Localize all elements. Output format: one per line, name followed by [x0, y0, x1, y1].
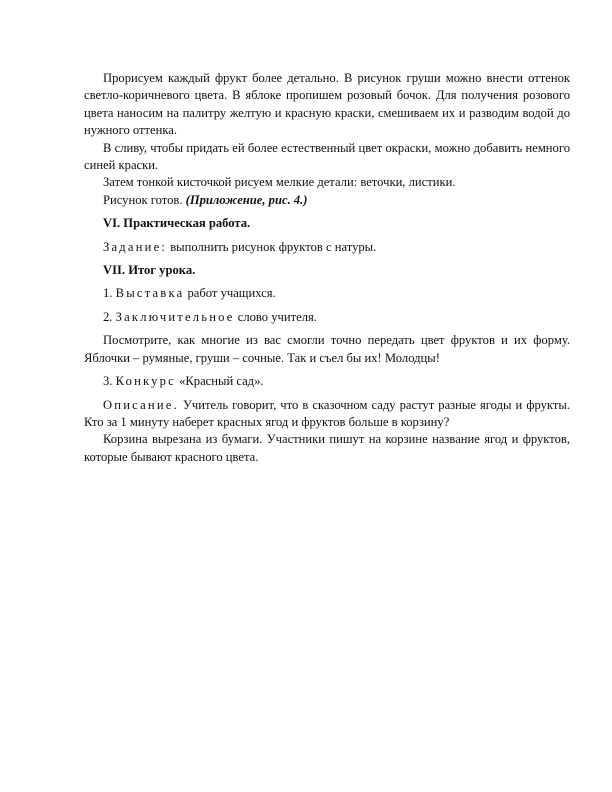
paragraph-details-brush: Затем тонкой кисточкой рисуем мелкие детали: веточки, листики.	[103, 175, 456, 190]
paragraph-praise: Посмотрите, как многие из вас смогли точно передать цвет фруктов и их форму. Яблочки – румяные, груши – сочные. Так и съел бы их! Молодцы!	[84, 333, 570, 365]
paragraph-task	[84, 239, 570, 256]
paragraph-basket: Корзина вырезана из бумаги. Участники пишут на корзине название ягод и фруктов, которые бывают красного цвета.	[84, 432, 570, 464]
exhibition-label: Выставка	[115, 286, 185, 301]
section-heading-summary: VII. Итог урока.	[103, 263, 196, 278]
list-item-exhibition: 1. Выставка работ учащихся.	[103, 286, 276, 301]
list-item-contest: 3. Конкурс «Красный сад».	[103, 374, 264, 389]
drawing-ready-text: Рисунок готов.	[103, 192, 186, 207]
section-heading-practical: VI. Практическая работа.	[103, 216, 251, 231]
paragraph-description: Описание. Учитель говорит, что в сказочном саду растут разные ягоды и фрукты. Кто за 1 минуту наберет красных ягод и фруктов больше в корзину?	[84, 397, 570, 429]
final-word-label: Заключительное	[115, 309, 235, 324]
contest-label: Конкурс	[115, 374, 176, 389]
task-label: Задание:	[103, 239, 168, 254]
paragraph-drawing-ready	[84, 192, 570, 209]
lesson-text	[84, 70, 570, 466]
task-text: выполнить рисунок фруктов с натуры.	[167, 239, 377, 254]
paragraph-plum: В сливу, чтобы придать ей более естественный цвет окраски, можно добавить немного синей краски.	[84, 140, 570, 173]
list-item-final-word: 2. Заключительное слово учителя.	[103, 309, 317, 324]
description-label: Описание.	[103, 397, 179, 412]
appendix-reference: (Приложение, рис. 4.)	[185, 192, 308, 207]
paragraph-detail: Прорисуем каждый фрукт более детально. В рисунок груши можно внести оттенок светло-коричневого цвета. В яблоке пропишем розовый бочок. Для получения розового цвета наносим на палитру желтую и красную краски, смешиваем их и разводим водой до нужного оттенка.	[84, 71, 570, 138]
